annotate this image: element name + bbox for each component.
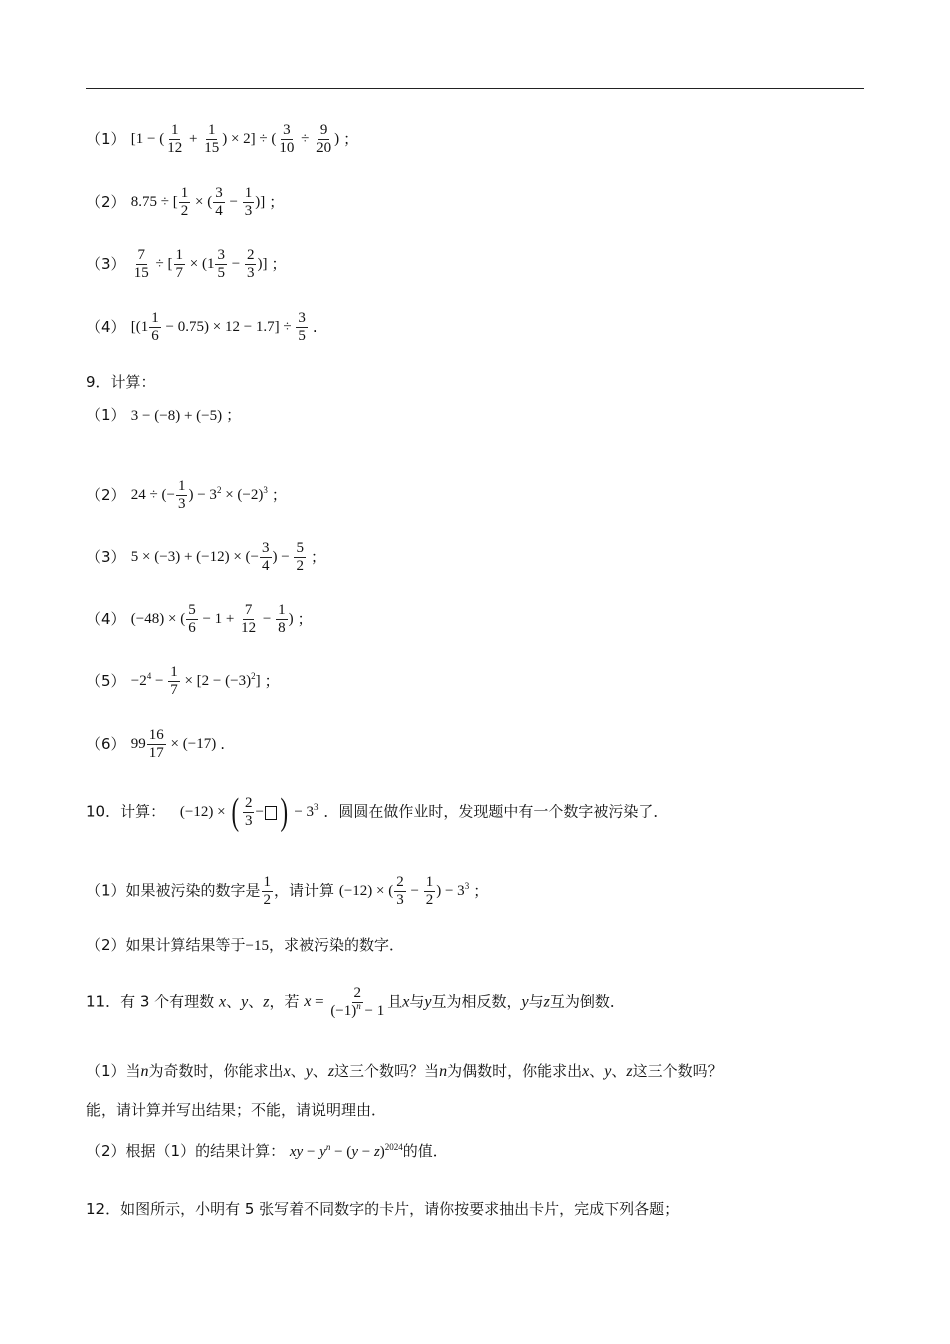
p10-q2	[86, 935, 864, 956]
item-end: ；	[271, 485, 287, 504]
expression: 8.75 ÷ [ $\frac{1}{2}$ × ( $\frac{3}{4}$ − $\frac{1}{3}$ )]	[130, 185, 266, 219]
sep: 、	[226, 992, 242, 1011]
item-end: .	[220, 734, 225, 753]
p9-heading: 9．计算：	[86, 373, 156, 391]
sep: 、	[248, 992, 264, 1011]
expression: $\frac{7}{15}$ ÷ [ $\frac{1}{7}$ × (1 $\frac{3}{5}$ − $\frac{2}{3}$ )]	[133, 247, 268, 281]
expression: 24 ÷ (− $\frac{1}{3}$ ) − $3^2 \times (-2)^3$	[130, 478, 268, 512]
item-end: ；	[269, 192, 285, 211]
p9-item-5	[86, 664, 864, 699]
p11-q1-b: 为奇数时，你能求出	[148, 1062, 284, 1080]
p11-reciprocal: 互为倒数．	[549, 992, 625, 1011]
item-label: （4）	[86, 609, 126, 628]
p8-item-3	[86, 247, 864, 282]
p10-expression: (−12) × ( $\frac{2}{3}$ − ) − $3^3$	[179, 791, 319, 834]
p11-q1-c: 这三个数吗？当	[334, 1062, 440, 1080]
p11-q1-a: （1）当	[86, 1062, 141, 1080]
sep: 、	[611, 1062, 627, 1080]
p9-item-2	[86, 478, 864, 513]
p11-yu: 与	[409, 992, 425, 1011]
item-label: （1）	[86, 406, 126, 424]
sep: 、	[589, 1062, 605, 1080]
p10-q2-text-b: ，求被污染的数字．	[269, 936, 405, 954]
p11-condition: x = $\frac{2}{(-1)^n - 1}$	[304, 985, 385, 1019]
p11-q1-d: 为偶数时，你能求出	[447, 1062, 583, 1080]
item-end: ；	[271, 254, 287, 273]
p8-item-1	[86, 122, 864, 157]
p10-suffix: ．圆圆在做作业时，发现题中有一个数字被污染了．	[323, 802, 669, 821]
sep: 、	[312, 1062, 328, 1080]
item-label: （1）	[86, 129, 126, 148]
item-label: （2）	[86, 192, 126, 211]
p11-q1-line2: 能，请计算并写出结果；不能，请说明理由．	[86, 1101, 387, 1119]
expression: [1 − ( $\frac{1}{12}$ + $\frac{1}{15}$ ) × 2] ÷ ( $\frac{3}{10}$ ÷ $\frac{9}{20}$ )	[130, 122, 340, 156]
item-label: （3）	[86, 254, 126, 273]
p11-q2-expression: xy − $y^n - (y - z)^{2024}$	[289, 1142, 403, 1160]
header-rule	[86, 88, 864, 89]
p10-q2-text: （2）如果计算结果等于	[86, 936, 246, 954]
item-end: ；	[264, 671, 280, 690]
p10-q2-value: −15	[245, 938, 270, 954]
expression: $-2^4$ − $\frac{1}{7}$ × $[2 - (-3)^2]$	[130, 664, 261, 698]
p10-prefix: 10．计算：	[86, 802, 166, 821]
sep: 、	[290, 1062, 306, 1080]
expression: [(1 $\frac{1}{6}$ − 0.75) × 12 − 1.7] ÷ $\frac{3}{5}$	[130, 310, 306, 344]
p11-prefix: 11．有 3 个有理数	[86, 992, 215, 1011]
item-end: ；	[473, 881, 489, 900]
p11-and: 且	[387, 992, 403, 1011]
p11-q2	[86, 1141, 864, 1162]
p10-q1-text: （1）如果被污染的数字是	[86, 881, 261, 900]
p11-q1: （1）当n为奇数时，你能求出x、y、z这三个数吗？当n为偶数时，你能求出x、y、z这三个数吗？	[86, 1062, 723, 1080]
p11-q2-a: （2）根据（1）的结果计算：	[86, 1142, 286, 1160]
p9-item-1	[86, 405, 864, 426]
p12-statement: 12．如图所示，小明有 5 张写着不同数字的卡片，请你按要求抽出卡片，完成下列各题；	[86, 1200, 680, 1218]
item-label: （6）	[86, 734, 126, 753]
p11-ruo: ，若	[269, 992, 300, 1011]
item-label: （2）	[86, 485, 126, 504]
p11-q1-e: 这三个数吗？	[632, 1062, 723, 1080]
p9-item-4	[86, 602, 864, 637]
p8-item-2	[86, 185, 864, 220]
p8-item-4	[86, 310, 864, 345]
expression: (−48) × ( $\frac{5}{6}$ − 1 + $\frac{7}{12}$ − $\frac{1}{8}$ )	[130, 602, 294, 636]
p10-q1-expression: (−12) × ( $\frac{2}{3}$ − $\frac{1}{2}$ ) − $3^3$	[338, 874, 470, 908]
item-end: .	[312, 317, 318, 336]
item-label: （5）	[86, 671, 126, 690]
item-end: ；	[310, 547, 326, 566]
stained-box-icon	[265, 806, 277, 820]
p10-statement	[86, 791, 864, 834]
p9-item-3	[86, 540, 864, 575]
expression: 99 $\frac{16}{17}$ × (−17)	[130, 727, 217, 761]
p10-q1-text-b: ，请计算	[274, 881, 335, 900]
item-end: ；	[343, 129, 359, 148]
p10-q1: （1）如果被污染的数字是 $\frac{1}{2}$ ，请计算 (−12) × ( $\frac{2}{3}$ − $\frac{1}{2}$ ) − $3^3$ ；	[86, 874, 489, 908]
p11-q2-b: 的值．	[402, 1142, 448, 1160]
item-end: ；	[297, 609, 313, 628]
item-end: ；	[226, 406, 242, 424]
expression: 3 − (−8) + (−5)	[130, 408, 223, 424]
item-label: （3）	[86, 547, 126, 566]
item-label: （4）	[86, 317, 126, 336]
p9-item-6	[86, 727, 864, 762]
p11-statement: 11．有 3 个有理数 x、y、z，若 x = $\frac{2}{(-1)^n - 1}$ 且x与y互为相反数，y与z互为倒数．	[86, 985, 625, 1019]
p11-opposite: 互为相反数，	[431, 992, 522, 1011]
p11-yu: 与	[528, 992, 544, 1011]
expression: 5 × (−3) + (−12) × (− $\frac{3}{4}$ ) − $\frac{5}{2}$	[130, 540, 304, 574]
